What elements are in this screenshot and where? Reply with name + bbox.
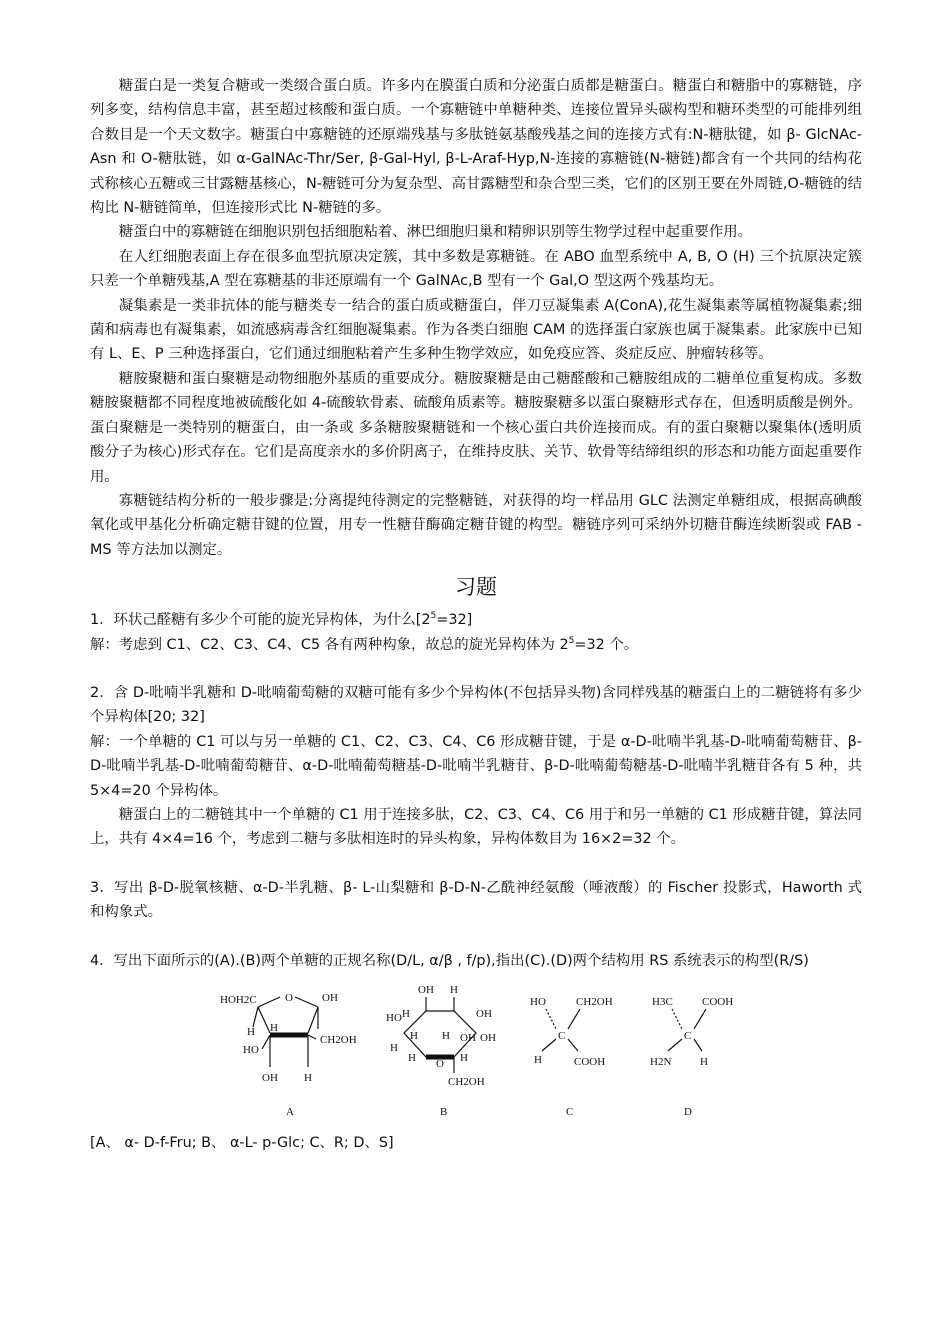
exercise-title: 习题 (455, 575, 497, 600)
question-3: 3．写出 β-D-脱氧核糖、α-D-半乳糖、β- L-山梨糖和 β-D-N-乙酰神经氨酸（唾液酸）的 Fischer 投影式，Haworth 式和构象式。 (90, 879, 862, 921)
svg-text:COOH: COOH (574, 1056, 606, 1068)
answer-2-part1: 解：一个单糖的 C1 可以与另一单糖的 C1、C2、C3、C4、C6 形成糖苷键，于是 α-D-吡喃半乳基-D-吡喃葡萄糖苷、β-D-吡喃半乳基-D-吡喃葡萄糖苷、α-D-吡喃葡萄糖基-D-吡喃半乳糖苷、β-D-吡喃葡萄糖基-D-吡喃半乳糖苷各有 5 种，共 5×4=20 个异构体。 (90, 733, 862, 799)
svg-text:H: H (390, 1042, 398, 1054)
structure-a (220, 992, 357, 1118)
exercise-2 (90, 681, 862, 852)
svg-text:C: C (566, 1106, 574, 1118)
svg-text:H: H (410, 1030, 418, 1042)
svg-text:H: H (408, 1052, 416, 1064)
svg-text:H2N: H2N (650, 1056, 672, 1068)
svg-text:HO: HO (243, 1044, 259, 1056)
document-page (90, 74, 862, 1169)
paragraph-oligosaccharide-role: 糖蛋白中的寡糖链在细胞识别包括细胞粘着、淋巴细胞归巢和精卵识别等生物学过程中起重要作用。 (118, 224, 752, 241)
svg-text:CH2OH: CH2OH (448, 1076, 485, 1088)
svg-text:OH: OH (322, 992, 338, 1004)
svg-text:H: H (700, 1056, 708, 1068)
paragraph-lectin: 凝集素是一类非抗体的能与糖类专一结合的蛋白质或糖蛋白，伴刀豆凝集素 A(ConA),花生凝集素等属植物凝集素;细菌和病毒也有凝集素，如流感病毒含红细胞凝集素。作为各类白细胞 CAM 的选择蛋白家族也属于凝集素。此家族中已知有 L、E、P 三种选择蛋白，它们通过细胞粘着产生多种生物学效应，如免疫应答、炎症反应、肿瘤转移等。 (90, 297, 862, 363)
svg-text:HOH2C: HOH2C (220, 994, 257, 1006)
structure-figure (90, 977, 862, 1125)
paragraph-glycosaminoglycan: 糖胺聚糖和蛋白聚糖是动物细胞外基质的重要成分。糖胺聚糖是由己糖醛酸和己糖胺组成的二糖单位重复构成。多数糖胺聚糖都不同程度地被硫酸化如 4-硫酸软骨素、硫酸角质素等。糖胺聚糖多以蛋白聚糖形式存在，但透明质酸是例外。蛋白聚糖是一类特别的糖蛋白，由一条或 多条糖胺聚糖链和一个核心蛋白共价连接而成。有的蛋白聚糖以聚集体(透明质酸分子为核心)形式存在。它们是高度亲水的多价阴离子，在维持皮肤、关节、软骨等结缔组织的形态和功能方面起重要作用。 (90, 370, 862, 485)
svg-text:HO: HO (386, 1012, 402, 1024)
svg-text:CH2OH: CH2OH (320, 1034, 357, 1046)
paragraph-analysis: 寡糖链结构分析的一般步骤是:分离提纯待测定的完整糖链，对获得的均一样品用 GLC 法测定单糖组成，根据高碘酸氧化或甲基化分析确定糖苷键的位置，用专一性糖苷酶确定糖苷键的构型。糖链序列可采纳外切糖苷酶连续断裂或 FAB - MS 等方法加以测定。 (90, 492, 862, 558)
answer-2-part2: 糖蛋白上的二糖链其中一个单糖的 C1 用于连接多肽，C2、C3、C4、C6 用于和另一单糖的 C1 形成糖苷键，算法同上，共有 4×4=16 个，考虑到二糖与多肽相连时的异头构象，异构体数目为 16×2=32 个。 (90, 806, 862, 848)
svg-text:OH: OH (418, 984, 434, 996)
svg-text:C: C (684, 1030, 692, 1042)
structure-b (386, 984, 496, 1118)
exercise-3 (90, 876, 862, 925)
svg-text:H: H (450, 984, 458, 996)
svg-text:OH: OH (262, 1072, 278, 1084)
svg-text:H: H (270, 1022, 278, 1034)
svg-text:COOH: COOH (702, 996, 734, 1008)
exercise-4 (90, 949, 862, 1155)
svg-text:H3C: H3C (652, 996, 673, 1008)
svg-text:A: A (286, 1106, 294, 1118)
svg-text:CH2OH: CH2OH (576, 996, 613, 1008)
svg-text:OH: OH (476, 1008, 492, 1020)
question-2: 2．含 D-吡喃半乳糖和 D-吡喃葡萄糖的双糖可能有多少个异构体(不包括异头物)含同样残基的糖蛋白上的二糖链将有多少个异构体[20; 32] (90, 684, 862, 726)
answer-1: 解：考虑到 C1、C2、C3、C4、C5 各有两种构象，故总的旋光异构体为 $2^5=32$ 个。 (90, 635, 639, 653)
structure-c (530, 996, 613, 1118)
question-1: 1．环状己醛糖有多少个可能的旋光异构体，为什么$[2^5=32]$ (90, 611, 473, 629)
svg-text:O: O (285, 992, 293, 1004)
svg-text:H: H (442, 1030, 450, 1042)
exercise-1 (90, 608, 862, 657)
svg-text:C: C (558, 1030, 566, 1042)
svg-text:HO: HO (530, 996, 546, 1008)
question-4: 4．写出下面所示的(A).(B)两个单糖的正规名称(D/L, α/β , f/p),指出(C).(D)两个结构用 RS 系统表示的构型(R/S) (90, 952, 809, 969)
svg-text:H: H (460, 1052, 468, 1064)
answer-4: [A、 α- D-f-Fru; B、 α-L- p-Glc; C、R; D、S] (90, 1135, 394, 1151)
structure-d (650, 996, 733, 1118)
svg-text:H: H (304, 1072, 312, 1084)
svg-text:O: O (436, 1058, 444, 1070)
svg-text:OH: OH (480, 1032, 496, 1044)
svg-text:H: H (534, 1054, 542, 1066)
svg-text:D: D (684, 1106, 692, 1118)
svg-text:OH: OH (460, 1032, 476, 1044)
paragraph-blood-group: 在人红细胞表面上存在很多血型抗原决定簇，其中多数是寡糖链。在 ABO 血型系统中 A, B, O (H) 三个抗原决定簇只差一个单糖残基,A 型在寡糖基的非还原端有一个 GalNAc,B 型有一个 Gal,O 型这两个残基均无。 (90, 248, 862, 290)
svg-text:H: H (402, 1008, 410, 1020)
paragraph-glycoprotein: 糖蛋白是一类复合糖或一类缀合蛋白质。许多内在膜蛋白质和分泌蛋白质都是糖蛋白。糖蛋白和糖脂中的寡糖链，序列多变，结构信息丰富，甚至超过核酸和蛋白质。一个寡糖链中单糖种类、连接位置异头碳构型和糖环类型的可能排列组合数目是一个天文数字。糖蛋白中寡糖链的还原端残基与多肽链氨基酸残基之间的连接方式有:N-糖肽键，如 β- GlcNAc-Asn 和 O-糖肽链，如 α-GalNAc-Thr/Ser, β-Gal-Hyl, β-L-Araf-Hyp,N-连接的寡糖链(N-糖链)都含有一个共同的结构花式称核心五糖或三甘露糖基核心，N-糖链可分为复杂型、高甘露糖型和杂合型三类，它们的区别王要在外周链,O-糖链的结构比 N-糖链简单，但连接形式比 N-糖链的多。 (90, 78, 862, 217)
svg-text:H: H (247, 1026, 255, 1038)
svg-text:B: B (440, 1106, 448, 1118)
